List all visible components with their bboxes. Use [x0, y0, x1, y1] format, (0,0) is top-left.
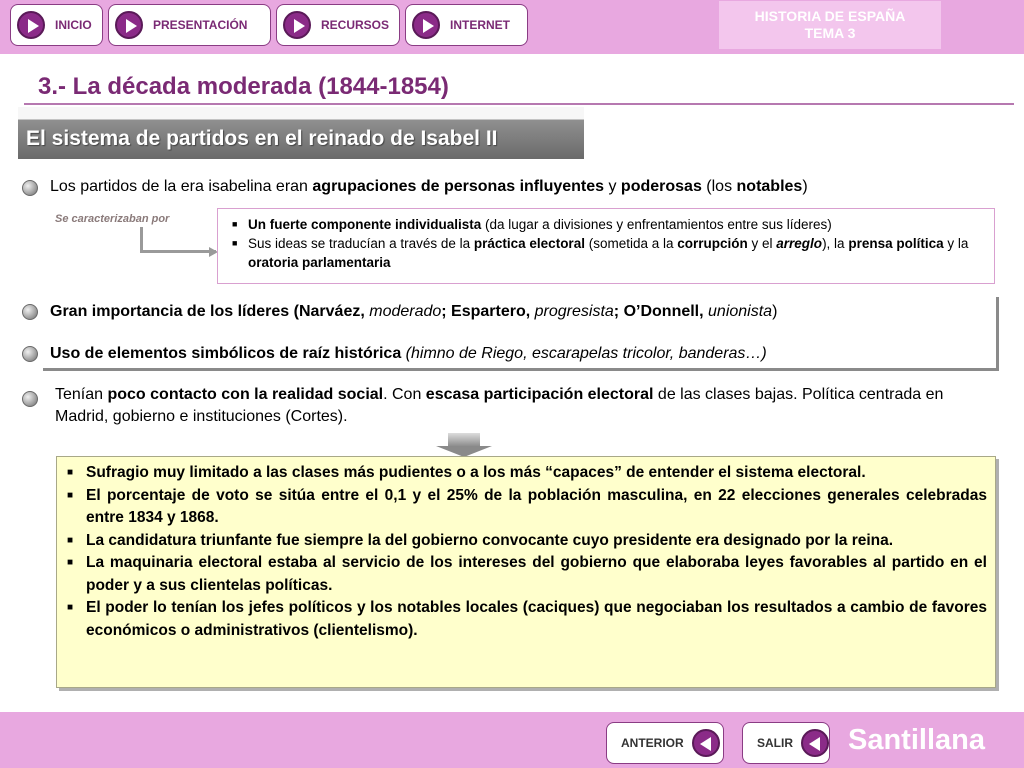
text-bold: notables: [736, 178, 803, 195]
anterior-label: ANTERIOR: [621, 736, 684, 750]
anterior-button[interactable]: [606, 722, 724, 764]
consequence-item: ■ La candidatura triunfante fue siempre la del gobierno convocante cuyo presidente era designado por la reina.: [65, 530, 987, 553]
text-italic: (himno de Riego, escarapelas tricolor, banderas…): [405, 345, 767, 362]
text: Los partidos de la era isabelina eran: [50, 178, 313, 195]
nav-inicio-button[interactable]: [10, 4, 103, 46]
back-arrow-icon: [692, 729, 720, 757]
back-arrow-icon: [801, 729, 829, 757]
section-heading-bar: [18, 107, 584, 159]
consequence-item: ■ La maquinaria electoral estaba al servicio de los intereses del gobierno que elaboraba leyes favorables al partido en el poder y a sus clientelas políticas.: [65, 552, 987, 597]
point-parties: [50, 176, 1000, 198]
text-bold: oratoria parlamentaria: [248, 255, 391, 270]
text-bold: corrupción: [677, 236, 748, 251]
text-italic: moderado: [369, 303, 442, 320]
unit-number: TEMA 3: [804, 25, 856, 41]
text: y el: [747, 236, 777, 251]
text: Sus ideas se traducían a través de la: [248, 236, 474, 251]
point-leaders: [50, 301, 990, 323]
consequence-item: ■ Sufragio muy limitado a las clases más pudientes o a los más “capaces” de entender el sistema electoral.: [65, 462, 987, 485]
text-bold: ; Espartero,: [441, 303, 535, 320]
consequence-item: ■ El poder lo tenían los jefes políticos y los notables locales (caciques) que negociaban los resultados a cambio de favores económicos o administrativos (clientelismo).: [65, 597, 987, 642]
feature-item: [232, 215, 986, 234]
text-bold-italic: arreglo: [776, 236, 823, 251]
text-italic: unionista: [708, 303, 773, 320]
text-bold: escasa participación electoral: [425, 386, 654, 403]
text-bold: agrupaciones de personas influyentes: [312, 178, 605, 195]
play-icon: [283, 11, 311, 39]
text: de las clases bajas. Política centrada en Madrid, gobierno e instituciones (Cortes).: [55, 386, 944, 425]
title-divider: [24, 103, 1014, 105]
play-icon: [17, 11, 45, 39]
bullet-icon: [22, 391, 38, 407]
text: ): [772, 303, 778, 320]
course-header-box: [718, 0, 942, 50]
text-bold: prensa política: [848, 236, 944, 251]
feature-item: [232, 234, 986, 272]
play-icon: [412, 11, 440, 39]
text-bold: ; O’Donnell,: [613, 303, 709, 320]
point-symbols: [50, 343, 990, 365]
section-heading: El sistema de partidos en el reinado de Isabel II: [26, 127, 498, 150]
text-bold: Uso de elementos simbólicos de raíz histórica: [50, 345, 406, 362]
nav-presentacion-label: PRESENTACIÓN: [153, 18, 248, 32]
consequence-item: ■ El porcentaje de voto se sitúa entre el 0,1 y el 25% de la población masculina, en 22 elecciones generales celebradas entre 1834 y 1868.: [65, 485, 987, 530]
top-nav-bar: [0, 0, 1024, 54]
text: . Con: [383, 386, 426, 403]
down-arrow-icon: [436, 433, 492, 457]
text-bold: Narváez,: [298, 303, 370, 320]
text: (da lugar a divisiones y enfrentamientos entre sus líderes): [481, 217, 832, 232]
text-bold: poco contacto con la realidad social: [107, 386, 384, 403]
text-bold: práctica electoral: [473, 236, 585, 251]
text: (los: [701, 178, 737, 195]
characterized-label: Se caracterizaban por: [55, 213, 170, 225]
connector-arrow-icon: [140, 227, 216, 253]
nav-presentacion-button[interactable]: [108, 4, 271, 46]
nav-inicio-label: INICIO: [55, 18, 92, 32]
consequences-box: [56, 456, 996, 688]
nav-recursos-button[interactable]: [276, 4, 400, 46]
bullet-icon: [22, 304, 38, 320]
page-title: 3.- La década moderada (1844-1854): [38, 73, 449, 100]
course-title: HISTORIA DE ESPAÑA: [754, 8, 906, 24]
text-bold: poderosas: [620, 178, 702, 195]
text-bold: Un fuerte componente individualista: [248, 217, 482, 232]
text: y: [604, 178, 621, 195]
publisher-logo: Santillana: [848, 724, 985, 756]
text: Tenían: [55, 386, 108, 403]
nav-internet-label: INTERNET: [450, 18, 510, 32]
features-box: [217, 208, 995, 284]
text-italic: progresista: [534, 303, 614, 320]
text: y la: [943, 236, 969, 251]
text: (sometida a la: [584, 236, 678, 251]
text: ), la: [822, 236, 849, 251]
point-social-contact: [55, 384, 995, 428]
bullet-icon: [22, 346, 38, 362]
text: ): [802, 178, 808, 195]
nav-recursos-label: RECURSOS: [321, 18, 390, 32]
bottom-nav-bar: [0, 712, 1024, 768]
play-icon: [115, 11, 143, 39]
bullet-icon: [22, 180, 38, 196]
text-bold: Gran importancia de los líderes (: [50, 303, 299, 320]
salir-button[interactable]: [742, 722, 830, 764]
salir-label: SALIR: [757, 736, 793, 750]
nav-internet-button[interactable]: [405, 4, 528, 46]
